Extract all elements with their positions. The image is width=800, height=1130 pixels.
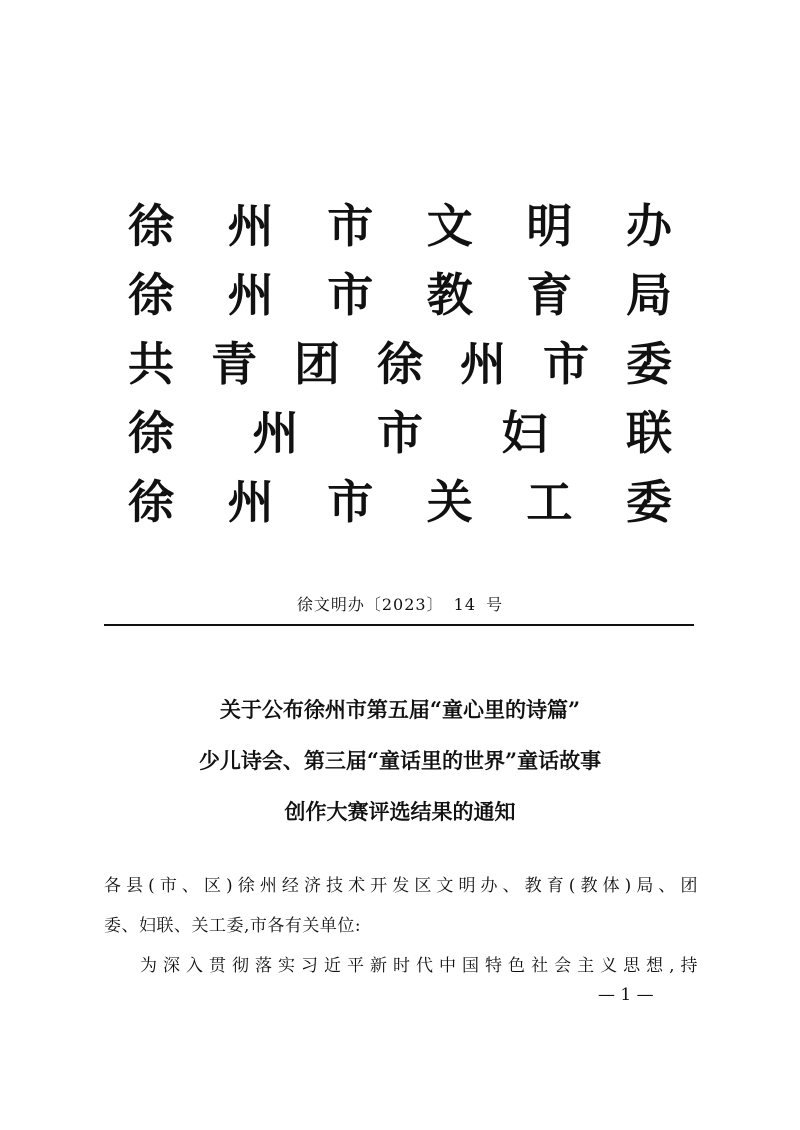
issuer-char: 关 xyxy=(426,475,473,529)
issuer-char: 市 xyxy=(377,406,423,460)
issuer-char: 徐 xyxy=(128,199,174,253)
issuer-line-wenmingban xyxy=(128,192,672,261)
page-number: — 1 — xyxy=(598,985,654,1005)
issuer-char: 市 xyxy=(327,268,374,322)
header-divider xyxy=(104,624,694,626)
issuer-char: 育 xyxy=(526,268,573,322)
issuer-char: 徐 xyxy=(128,406,174,460)
issuer-char: 徐 xyxy=(377,337,423,391)
issuer-char: 委 xyxy=(626,337,672,391)
issuer-char: 明 xyxy=(526,199,573,253)
paragraph-1-line-1: 为深入贯彻落实习近平新时代中国特色社会主义思想,持 xyxy=(140,956,698,976)
issuer-char: 教 xyxy=(426,268,473,322)
issuer-char: 局 xyxy=(625,268,672,322)
document-body xyxy=(104,866,698,986)
issuer-line-guangongwei xyxy=(128,468,672,537)
issuer-char: 徐 xyxy=(128,475,174,529)
issuer-char: 徐 xyxy=(128,268,174,322)
document-number: 徐文明办〔2023〕 14 号 xyxy=(296,595,504,614)
issuer-char: 州 xyxy=(460,337,506,391)
issuer-char: 州 xyxy=(227,475,274,529)
issuer-char: 委 xyxy=(625,475,672,529)
recipients-line-2: 委、妇联、关工委,市各有关单位: xyxy=(104,916,362,936)
issuer-char: 文 xyxy=(426,199,473,253)
document-title xyxy=(0,684,800,837)
issuer-char: 州 xyxy=(227,268,274,322)
issuer-char: 青 xyxy=(211,337,257,391)
issuer-char: 州 xyxy=(227,199,274,253)
issuer-char: 办 xyxy=(625,199,672,253)
issuer-char: 共 xyxy=(128,337,174,391)
issuer-char: 市 xyxy=(543,337,589,391)
issuer-line-tuanshiwei xyxy=(128,330,672,399)
issuer-char: 州 xyxy=(252,406,299,460)
issuer-char: 市 xyxy=(327,199,374,253)
recipients-line-1: 各县(市、区)徐州经济技术开发区文明办、教育(教体)局、团 xyxy=(104,876,698,896)
issuer-char: 市 xyxy=(327,475,374,529)
issuer-char: 工 xyxy=(526,475,573,529)
issuer-line-fulian xyxy=(128,399,672,468)
title-line-2: 少儿诗会、第三届“童话里的世界”童话故事 xyxy=(198,748,602,773)
title-line-3: 创作大赛评选结果的通知 xyxy=(284,799,516,824)
issuer-line-jiaoyuju xyxy=(128,261,672,330)
issuer-char: 妇 xyxy=(501,406,548,460)
issuer-char: 团 xyxy=(294,337,340,391)
title-line-1: 关于公布徐州市第五届“童心里的诗篇” xyxy=(219,697,581,722)
issuer-char: 联 xyxy=(626,406,672,460)
issuer-block xyxy=(128,192,672,537)
